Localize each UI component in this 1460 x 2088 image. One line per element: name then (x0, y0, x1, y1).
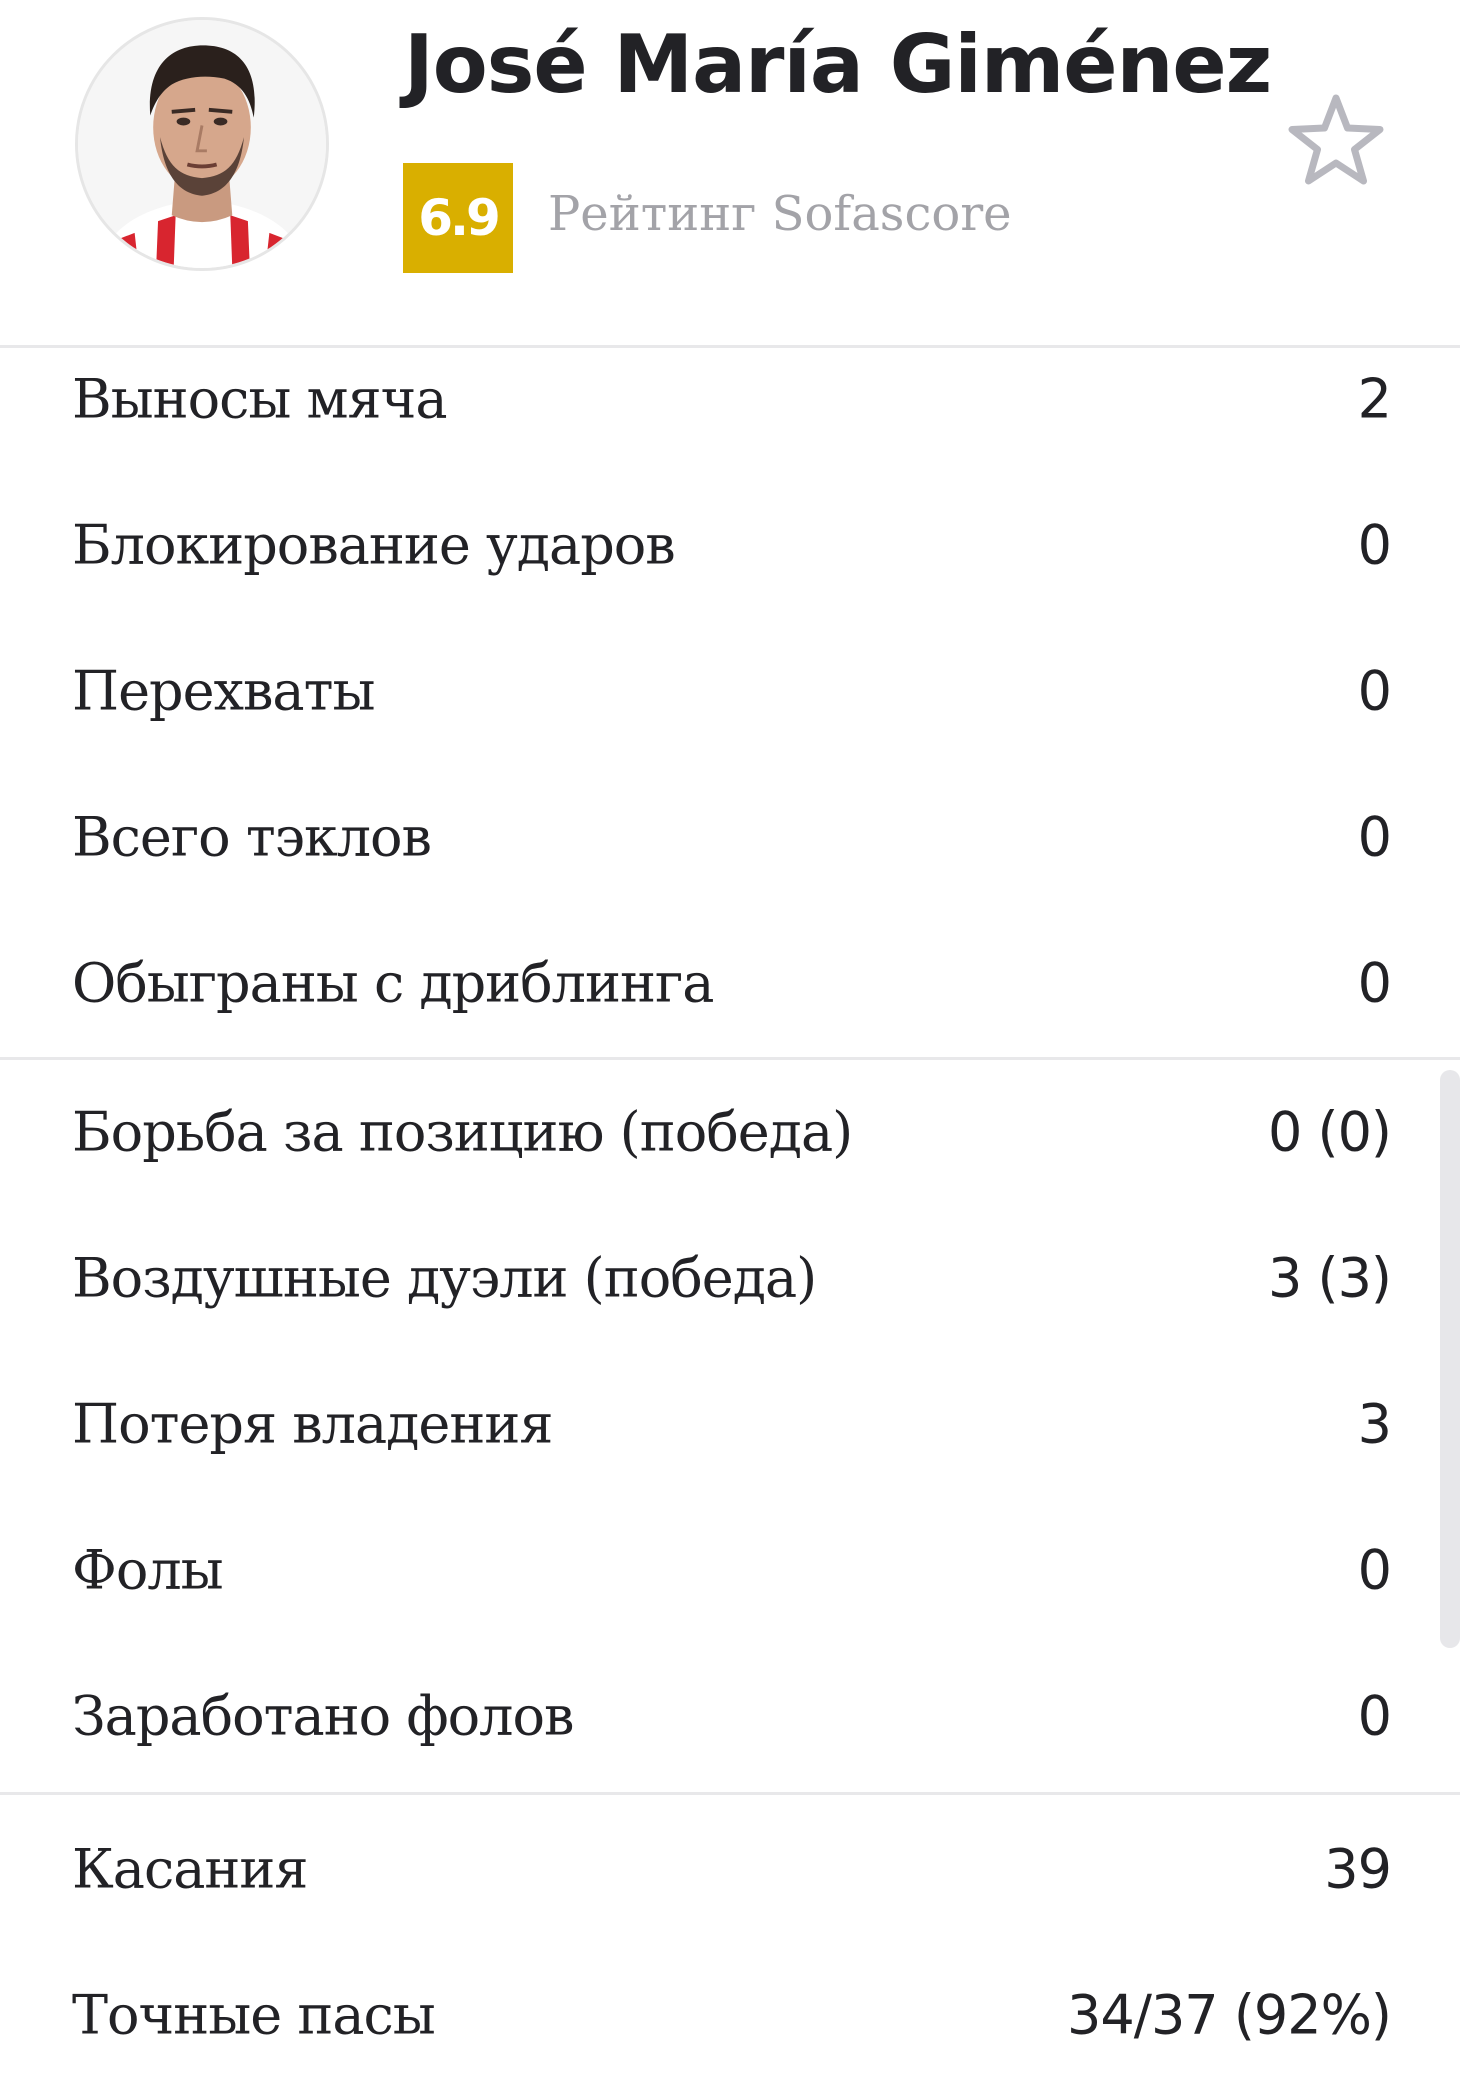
stat-row-touches (0, 1796, 1440, 1942)
stat-value: 0 (0) (1267, 1100, 1391, 1164)
player-avatar[interactable] (75, 17, 329, 271)
stat-label: Точные пасы (72, 1983, 435, 2047)
stat-label: Воздушные дуэли (победа) (72, 1246, 817, 1310)
stat-row-clearances (0, 326, 1440, 472)
stat-label: Касания (72, 1837, 308, 1901)
stat-row-ground-duels (0, 1059, 1440, 1205)
stat-row-possession-lost (0, 1351, 1440, 1497)
stat-row-dribbled-past (0, 910, 1440, 1056)
stat-label: Всего тэклов (72, 805, 431, 869)
stat-label: Заработано фолов (72, 1684, 574, 1748)
stat-label: Потеря владения (72, 1392, 553, 1456)
stat-row-interceptions (0, 618, 1440, 764)
stat-value: 0 (1357, 951, 1391, 1015)
stat-label: Борьба за позицию (победа) (72, 1100, 853, 1164)
stat-label: Обыграны с дриблинга (72, 951, 714, 1015)
stat-row-fouls (0, 1497, 1440, 1643)
stat-value: 34/37 (92%) (1067, 1983, 1391, 2047)
stat-row-total-tackles (0, 764, 1440, 910)
favorite-star-icon[interactable] (1284, 90, 1388, 190)
scrollbar-thumb[interactable] (1440, 1070, 1460, 1648)
stat-value: 3 (1357, 1392, 1391, 1456)
stat-label: Выносы мяча (72, 367, 447, 431)
stat-value: 0 (1357, 1684, 1391, 1748)
stat-value: 2 (1357, 367, 1391, 431)
stat-label: Фолы (72, 1538, 223, 1602)
stat-row-blocked-shots (0, 472, 1440, 618)
section-divider (0, 1792, 1460, 1795)
stat-row-was-fouled (0, 1643, 1440, 1789)
stat-value: 3 (3) (1267, 1246, 1391, 1310)
stat-value: 39 (1324, 1837, 1391, 1901)
rating-badge: 6.9 (403, 163, 513, 273)
stat-row-accurate-passes (0, 1942, 1440, 2088)
player-photo (78, 20, 326, 268)
player-name: José María Giménez (404, 18, 1272, 111)
stat-value: 0 (1357, 659, 1391, 723)
player-header (0, 0, 1460, 346)
stat-label: Перехваты (72, 659, 375, 723)
stat-value: 0 (1357, 513, 1391, 577)
stat-value: 0 (1357, 1538, 1391, 1602)
stat-value: 0 (1357, 805, 1391, 869)
stat-label: Блокирование ударов (72, 513, 675, 577)
rating-label: Рейтинг Sofascore (548, 186, 1012, 242)
stat-row-aerial-duels (0, 1205, 1440, 1351)
